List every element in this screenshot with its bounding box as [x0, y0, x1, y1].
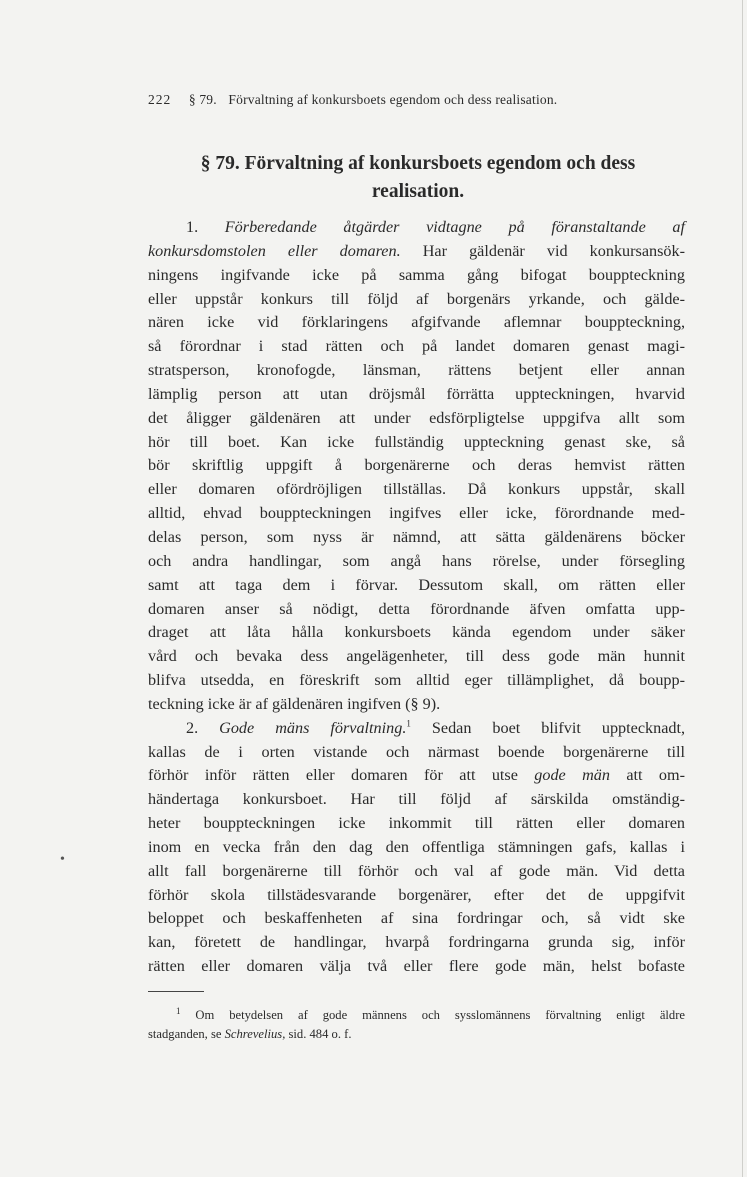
paragraph-2-line: förhör skola tillstädesvarande borgenärer, efter det de uppgifvit [148, 885, 685, 904]
header-section-number: § 79. [188, 92, 217, 107]
paragraph-1-line: eller uppstår konkurs till följd af borgenärs yrkande, och gälde- [148, 289, 685, 308]
paragraph-1-line: bör skriftlig uppgift å borgenärerne och deras hemvist rätten [148, 456, 685, 475]
gode-man-emphasis: gode män [534, 766, 610, 785]
paragraph-2-line: rätten eller domaren välja två eller flere gode män, helst bofaste [148, 957, 685, 976]
paragraph-1-line: nären icke vid förklaringens afgifvande aflemnar bouppteckning, [148, 313, 685, 332]
paragraph-1-line: lämplig person att utan dröjsmål förrätta uppteckningen, hvarvid [148, 384, 685, 403]
header-title: Förvaltning af konkursboets egendom och dess realisation. [228, 92, 558, 107]
body-text [148, 216, 685, 979]
paragraph-2-line: heter bouppteckningen icke inkommit till rätten eller domaren [148, 814, 685, 833]
running-header [148, 92, 668, 108]
paragraph-1-line: teckning icke är af gäldenären ingifven (§ 9). [148, 694, 441, 713]
paragraph-2-line: inom en vecka från den dag den offentliga stämningen gafs, kallas i [148, 837, 685, 856]
paragraph-1-line: konkursdomstolen eller domaren. Har gäldenär vid konkursansök- [148, 241, 685, 260]
paragraph-1-line: stratsperson, kronofogde, länsman, rättens betjent eller annan [148, 361, 685, 380]
paragraph-1-line: ningens ingifvande icke på samma gång bifogat bouppteckning [148, 265, 685, 284]
footnote-divider [148, 991, 204, 992]
footnote-reference: 1 [406, 718, 411, 729]
footnote-line-2: stadganden, se Schrevelius, sid. 484 o. f. [148, 1027, 352, 1041]
paragraph-2-number: 2. [186, 718, 199, 737]
paragraph-2-heading: Gode mäns förvaltning. [219, 718, 407, 737]
page-number: 222 [148, 92, 172, 107]
paragraph-1-line: eller domaren ofördröjligen tillställas. Då konkurs uppstår, skall [148, 480, 685, 499]
paragraph-2-line: förhör inför rätten eller domaren för att utse gode män att om- [148, 766, 685, 785]
paragraph-1-line: vård och bevaka dess angelägenheter, till dess gode män hunnit [148, 647, 685, 666]
section-title-line-2: realisation. [371, 181, 465, 202]
paragraph-1-line: domaren anser så nödigt, detta förordnande äfven omfatta upp- [148, 599, 685, 618]
paragraph-1-line: samt att taga dem i förvar. Dessutom skall, om rätten eller [148, 575, 685, 594]
paragraph-1-heading-a: Förberedande åtgärder vidtagne på föranstaltande af [224, 218, 685, 236]
footnote-marker: 1 [176, 1005, 181, 1016]
paragraph-2-line: beloppet och beskaffenheten af sina fordringar och, så vidt ske [148, 909, 685, 928]
margin-mark: • [60, 852, 65, 867]
paragraph-1-line: alltid, ehvad bouppteckningen ingifves eller icke, förordnande med- [148, 504, 685, 523]
page-edge [742, 0, 743, 1177]
paragraph-2-line: kan, företett de handlingar, hvarpå fordringarna grunda sig, inför [148, 933, 685, 952]
paragraph-1-line: det åligger gäldenären att under edsförpligtelse uppgifva allt som [148, 408, 685, 427]
paragraph-2-line: kallas de i orten vistande och närmast boende borgenärerne till [148, 742, 685, 761]
paragraph-2-heading-line: 2. Gode mäns förvaltning.$^1$ Sedan boet blifvit upptecknadt, [186, 718, 686, 737]
section-title-line-1: § 79. Förvaltning af konkursboets egendom och dess [200, 153, 636, 174]
paragraph-1-line: så förordnar i stad rätten och på landet domaren genast magi- [148, 337, 685, 356]
paragraph-1-line: och andra handlingar, som angå hans rörelse, under försegling [148, 551, 685, 570]
section-title [148, 150, 688, 206]
paragraph-2-line: allt fall borgenärerne till förhör och val af gode män. Vid detta [148, 861, 685, 880]
footnote [148, 1006, 685, 1044]
paragraph-1-heading-line [148, 216, 685, 240]
paragraph-1-line: draget att låta hålla konkursboets kända egendom under säker [148, 623, 685, 642]
paragraph-1-line: delas person, som nyss är nämnd, att sätta gäldenärens böcker [148, 527, 685, 546]
paragraph-1-heading-b: konkursdomstolen eller domaren. [148, 241, 401, 260]
footnote-author: Schrevelius, [224, 1027, 286, 1041]
footnote-line-1: $^1$ Om betydelsen af gode männens och sysslomännens förvaltning enligt äldre [176, 1005, 685, 1022]
paragraph-1-line: hör till boet. Kan icke fullständig uppteckning genast ske, så [148, 432, 685, 451]
paragraph-2-line: händertaga konkursboet. Har till följd af särskilda omständig- [148, 790, 685, 809]
paragraph-1-line: blifva utsedda, en föreskrift som alltid eger tillämplighet, då boupp- [148, 671, 685, 690]
paragraph-1-number: 1. [186, 218, 199, 236]
